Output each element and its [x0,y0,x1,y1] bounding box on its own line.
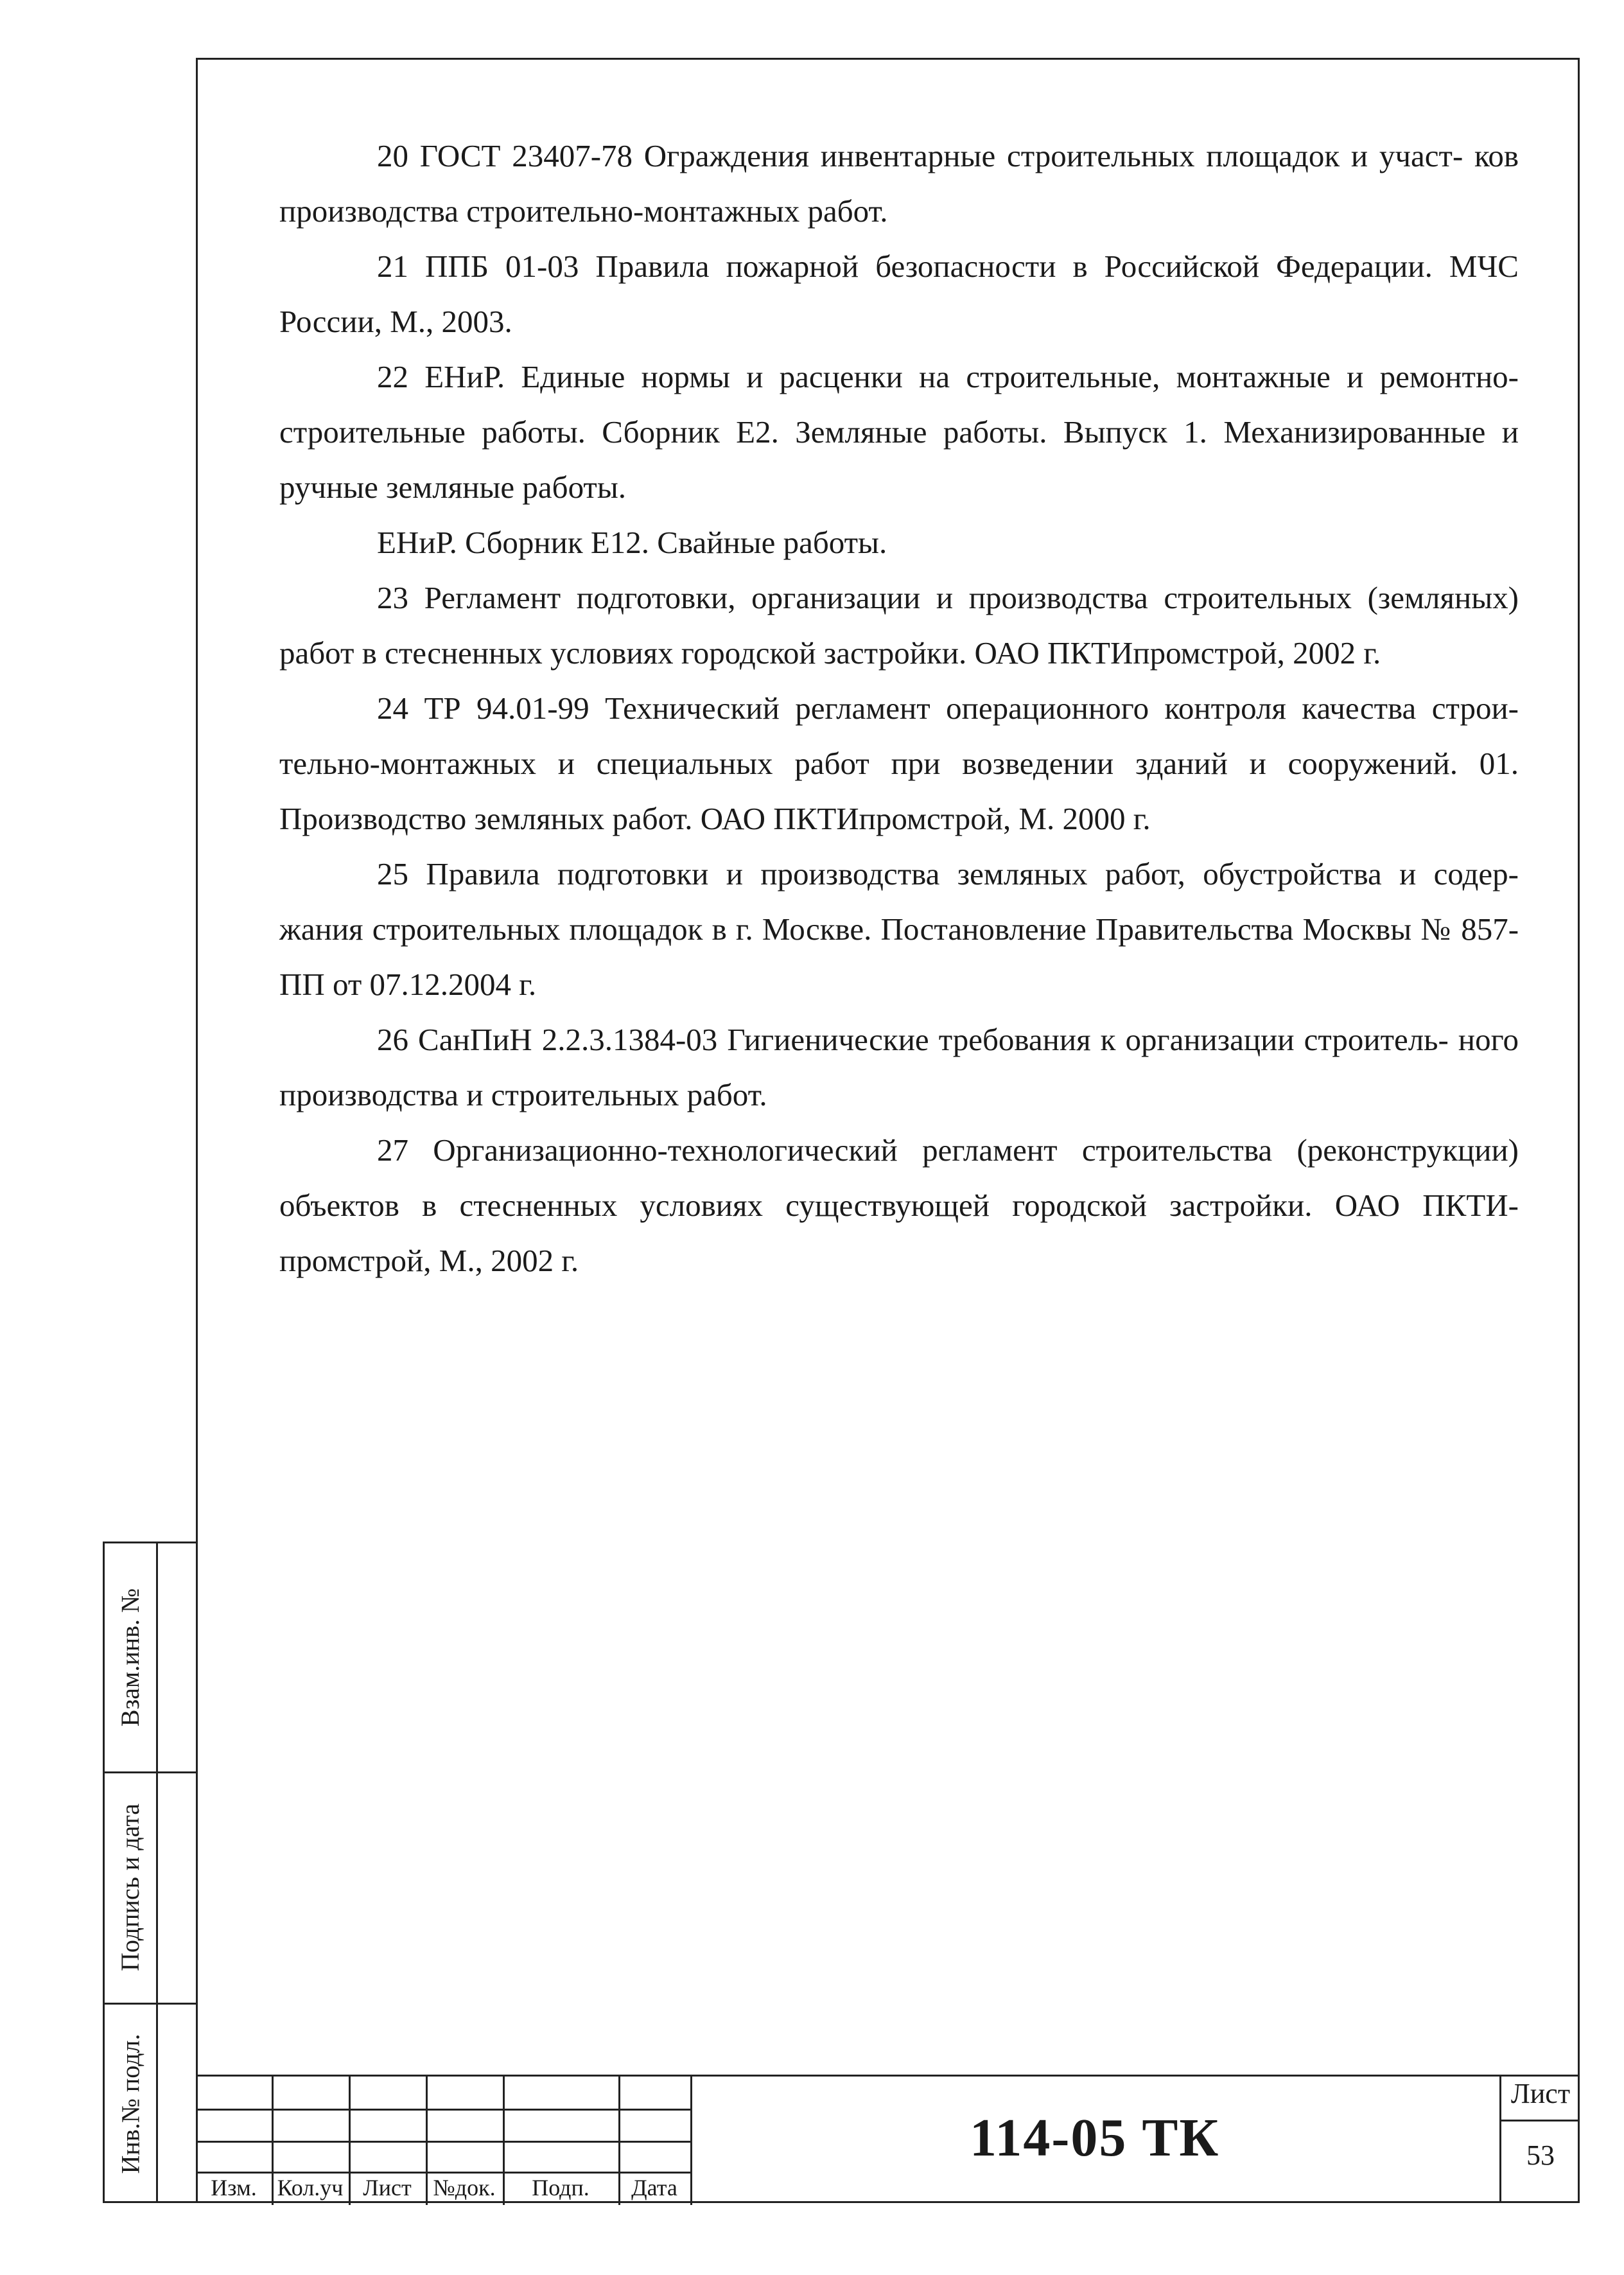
paragraph-line: 24 ТР 94.01-99 Технический регламент операционного контроля качества строи- [377,690,1519,726]
column-label-signature: Подп. [532,2175,589,2200]
sheet-label: Лист [1510,2078,1571,2109]
paragraph-line: промстрой, М., 2002 г. [279,1243,579,1278]
paragraph-line: 23 Регламент подготовки, организации и производства строительных (земляных) [377,580,1519,615]
paragraph-line: ручные земляные работы. [279,470,627,505]
paragraph-line: ного производства и строительных работ. [279,1022,1519,1112]
grid-line [690,2077,692,2205]
side-stamp-divider [156,1543,158,2201]
document-code: 114-05 ТК [970,2108,1220,2168]
side-label-signature-date: Подпись и дата [116,1803,145,1971]
column-label-sheet: Лист [363,2175,412,2200]
reference-paragraph [279,128,1519,239]
side-stamp [103,1542,196,2203]
grid-line [196,2109,690,2111]
paragraph-line: строительные работы. Сборник Е2. Земляные работы. Выпуск 1. Механизированные и [279,414,1519,450]
title-block-grid [196,2077,690,2205]
paragraph-line: 20 ГОСТ 23407-78 Ограждения инвентарные строительных площадок и участ- [377,138,1463,173]
reference-paragraph [279,681,1519,847]
paragraph-line: ков производства строительно-монтажных работ. [279,138,1519,229]
reference-paragraph [279,847,1519,1012]
title-block [196,2075,1580,2203]
reference-paragraph [279,1012,1519,1123]
reference-paragraph [279,515,1519,570]
grid-line [196,2141,690,2143]
paragraph-line: 27 Организационно-технологический регламент строительства (реконструкции) [377,1132,1519,1168]
reference-paragraph [279,570,1519,681]
reference-paragraph [279,1123,1519,1288]
side-label-replacement-inv: Взам.инв. № [116,1588,145,1727]
paragraph-line: 22 ЕНиР. Единые нормы и расценки на строительные, монтажные и ремонтно- [377,359,1519,394]
paragraph-line: работ в стесненных условиях городской застройки. ОАО ПКТИпромстрой, 2002 г. [279,635,1381,671]
paragraph-line: тельно-монтажных и специальных работ при возведении зданий и сооружений. [279,746,1458,781]
paragraph-line: № 857-ПП от 07.12.2004 г. [279,911,1519,1002]
paragraph-line: ЕНиР. Сборник Е12. Свайные работы. [377,525,887,560]
column-label-doc-number: №док. [433,2175,496,2200]
sheet-number: 53 [1526,2139,1555,2171]
paragraph-line: 26 СанПиН 2.2.3.1384-03 Гигиенические требования к организации строитель- [377,1022,1449,1057]
paragraph-line: 21 ППБ 01-03 Правила пожарной безопасности в Российской Федерации. МЧС [377,249,1519,284]
reference-paragraph [279,239,1519,349]
paragraph-line: 01. Производство земляных работ. ОАО ПКТИпромстрой, М. 2000 г. [279,746,1519,836]
column-label-change: Изм. [211,2175,257,2200]
reference-paragraph [279,349,1519,515]
column-label-count: Кол.уч [277,2175,344,2200]
sheet-number-box [1499,2075,1580,2203]
column-label-date: Дата [631,2175,677,2200]
document-body [279,128,1519,1288]
sheet-divider [1501,2120,1580,2121]
paragraph-line: объектов в стесненных условиях существующей городской застройки. ОАО ПКТИ- [279,1188,1519,1223]
paragraph-line: 25 Правила подготовки и производства земляных работ, обустройства и содер- [377,856,1519,892]
paragraph-line: жания строительных площадок в г. Москве. Постановление Правительства Москвы [279,911,1412,947]
paragraph-line: России, М., 2003. [279,304,512,339]
side-label-original-inv: Инв.№ подл. [116,2033,145,2174]
